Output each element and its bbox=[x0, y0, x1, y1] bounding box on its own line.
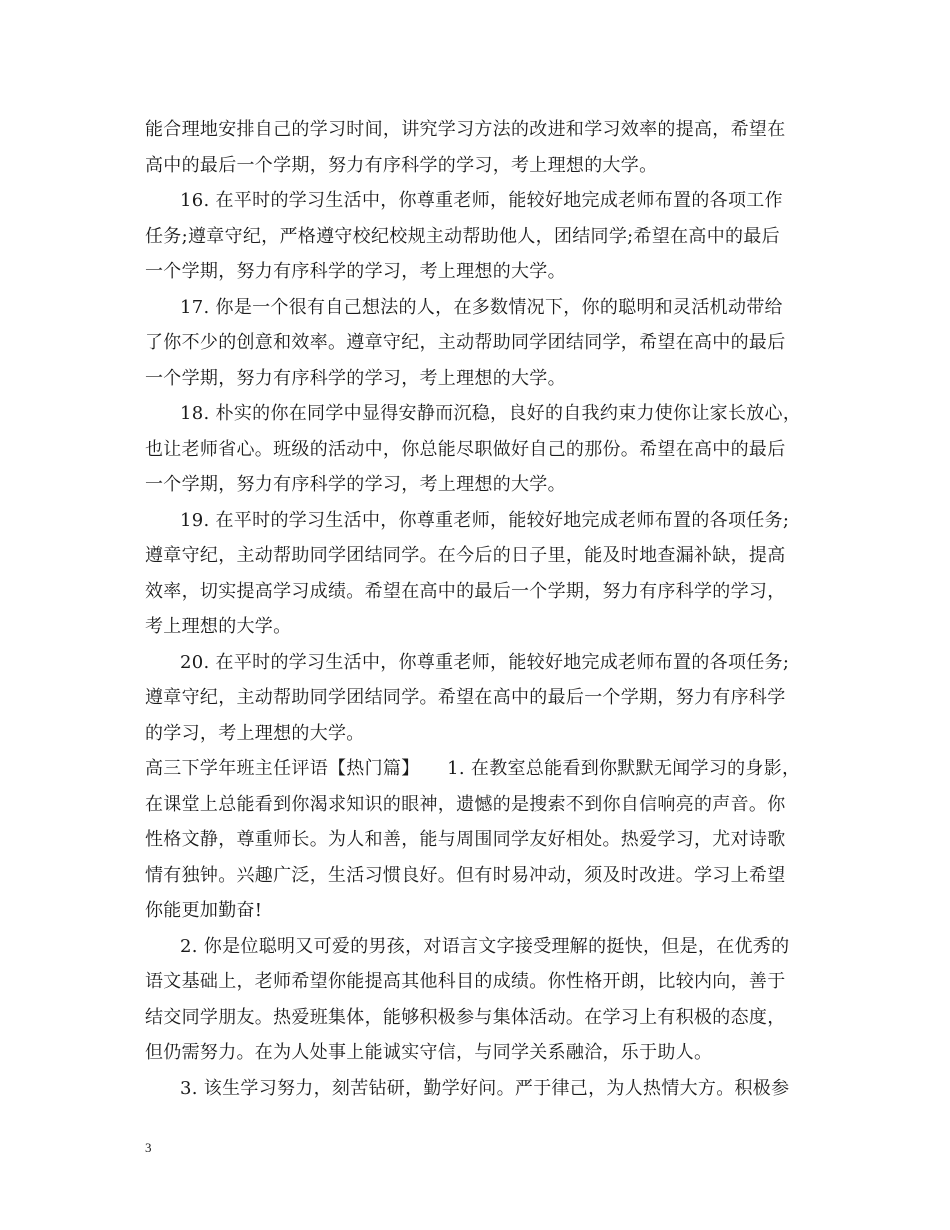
text-line: 考上理想的大学。 bbox=[145, 616, 292, 637]
text-line: 高中的最后一个学期，努力有序科学的学习，考上理想的大学。 bbox=[145, 155, 658, 176]
text-line: 遵章守纪，主动帮助同学团结同学。在今后的日子里，能及时地查漏补缺，提高 bbox=[145, 545, 786, 566]
text-line: 语文基础上，老师希望你能提高其他科目的成绩。你性格开朗，比较内向，善于 bbox=[145, 971, 786, 992]
text-line: 20. 在平时的学习生活中，你尊重老师，能较好地完成老师布置的各项任务; bbox=[180, 652, 790, 673]
section-heading-line: 高三下学年班主任评语【热门篇】 1. 在教室总能看到你默默无闻学习的身影， bbox=[145, 758, 801, 779]
text-line: 能合理地安排自己的学习时间，讲究学习方法的改进和学习效率的提高，希望在 bbox=[145, 119, 786, 140]
text-line: 效率，切实提高学习成绩。希望在高中的最后一个学期，努力有序科学的学习， bbox=[145, 581, 786, 602]
text-line: 19. 在平时的学习生活中，你尊重老师，能较好地完成老师布置的各项任务; bbox=[180, 510, 790, 531]
text-line: 3. 该生学习努力，刻苦钻研，勤学好问。严于律己，为人热情大方。积极参 bbox=[180, 1078, 790, 1099]
text-line: 也让老师省心。班级的活动中，你总能尽职做好自己的那份。希望在高中的最后 bbox=[145, 439, 786, 460]
text-line: 遵章守纪，主动帮助同学团结同学。希望在高中的最后一个学期，努力有序科学 bbox=[145, 687, 786, 708]
text-line: 18. 朴实的你在同学中显得安静而沉稳，良好的自我约束力使你让家长放心， bbox=[180, 403, 802, 424]
text-line: 17. 你是一个很有自己想法的人，在多数情况下，你的聪明和灵活机动带给 bbox=[180, 297, 783, 318]
text-line: 16. 在平时的学习生活中，你尊重老师，能较好地完成老师布置的各项工作 bbox=[180, 190, 783, 211]
text-line: 结交同学朋友。热爱班集体，能够积极参与集体活动。在学习上有积极的态度， bbox=[145, 1007, 786, 1028]
text-line: 的学习，考上理想的大学。 bbox=[145, 723, 365, 744]
text-line: 但仍需努力。在为人处事上能诚实守信，与同学关系融洽，乐于助人。 bbox=[145, 1042, 713, 1063]
text-line: 情有独钟。兴趣广泛，生活习惯良好。但有时易冲动，须及时改进。学习上希望 bbox=[145, 865, 786, 886]
text-line: 性格文静，尊重师长。为人和善，能与周围同学友好相处。热爱学习，尤对诗歌 bbox=[145, 829, 786, 850]
text-line: 一个学期，努力有序科学的学习，考上理想的大学。 bbox=[145, 474, 566, 495]
text-line: 任务;遵章守纪，严格遵守校纪校规主动帮助他人，团结同学;希望在高中的最后 bbox=[145, 226, 780, 247]
text-line: 你能更加勤奋! bbox=[145, 900, 263, 921]
text-line: 2. 你是位聪明又可爱的男孩，对语言文字接受理解的挺快，但是，在优秀的 bbox=[180, 936, 790, 957]
text-line: 一个学期，努力有序科学的学习，考上理想的大学。 bbox=[145, 261, 566, 282]
text-line: 一个学期，努力有序科学的学习，考上理想的大学。 bbox=[145, 368, 566, 389]
page-number: 3 bbox=[145, 1140, 152, 1155]
text-line: 了你不少的创意和效率。遵章守纪，主动帮助同学团结同学，希望在高中的最后 bbox=[145, 332, 786, 353]
text-line: 在课堂上总能看到你渴求知识的眼神，遗憾的是搜索不到你自信响亮的声音。你 bbox=[145, 794, 786, 815]
